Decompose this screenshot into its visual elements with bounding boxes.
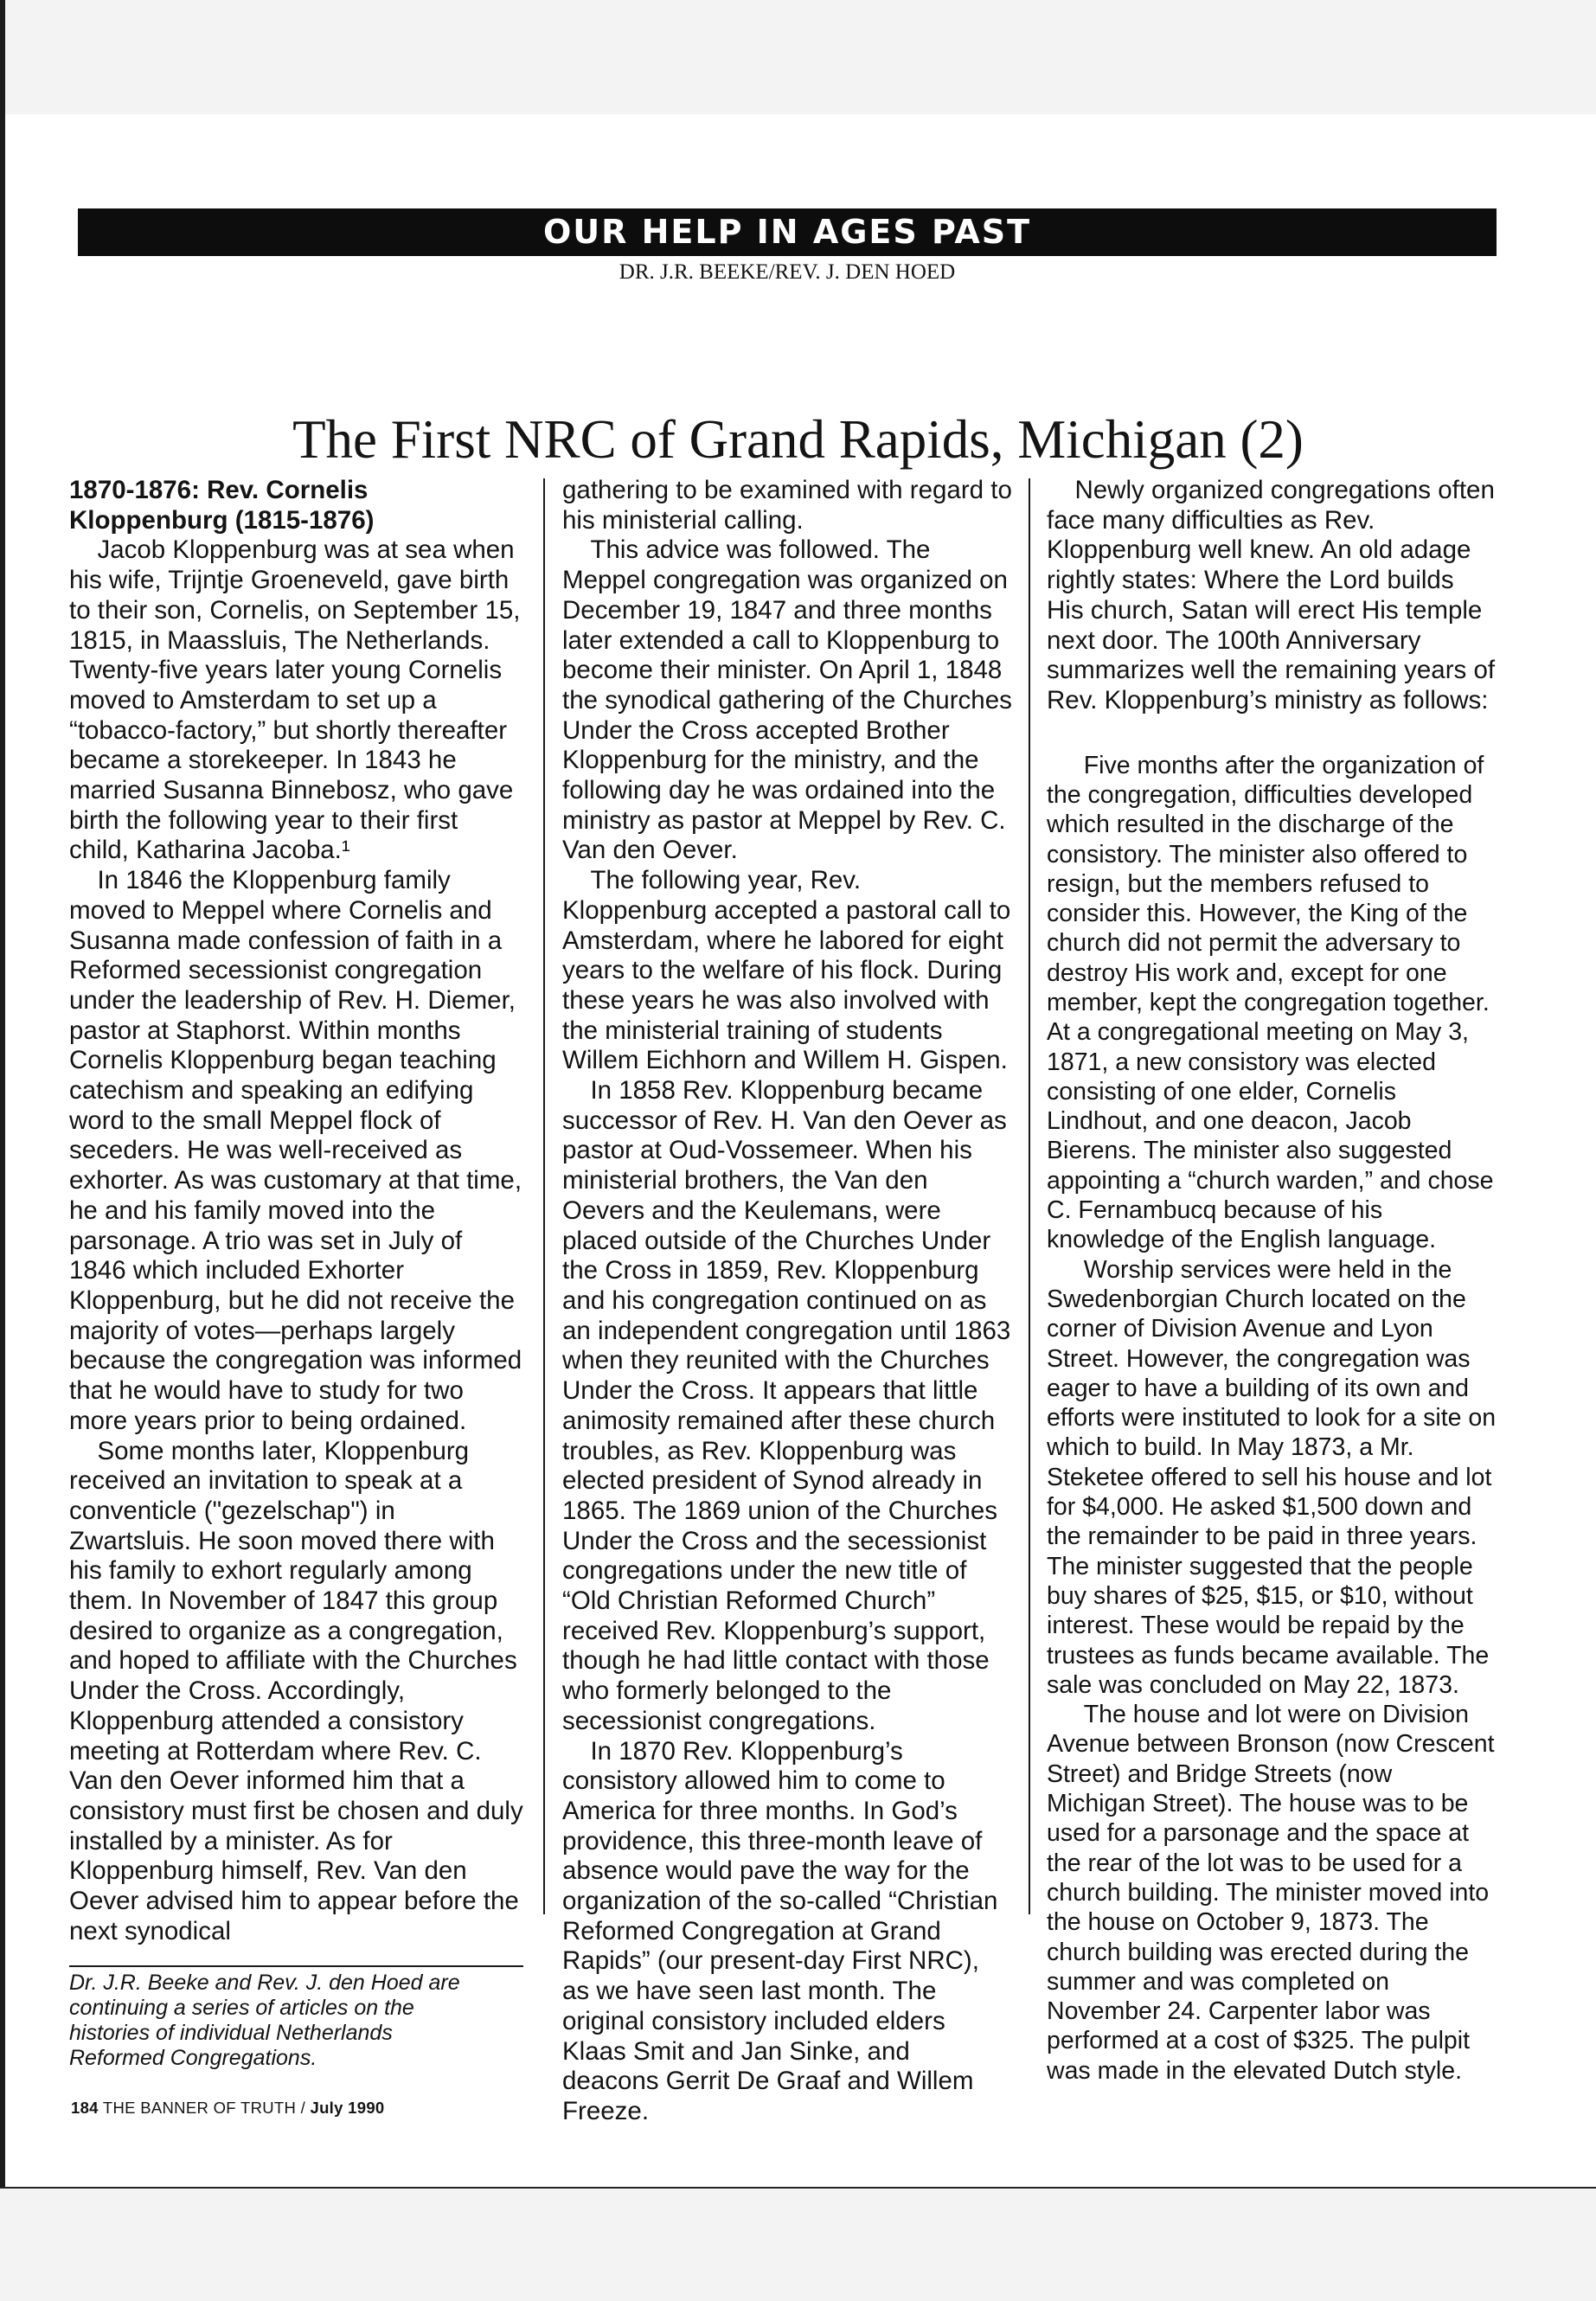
paragraph: Some months later, Kloppenburg received an invitation to speak at a conventicle ("gezelschap") in Zwartsluis. He soon moved there with his family to exhort regularly among them. In November of 1847 this group desired to organize as a congregation, and hoped to affiliate with the Churches Under the Cross. Accordingly, Kloppenburg attended a consistory meeting at Rotterdam where Rev. C. Van den Oever informed him that a consistory must first be chosen and duly installed by a minister. As for Kloppenburg himself, Rev. Van den Oever advised him to appear before the next synodical — [69, 1436, 523, 1945]
column-divider — [543, 478, 545, 1914]
page-footer — [71, 2098, 385, 2118]
paragraph: The following year, Rev. Kloppenburg accepted a pastoral call to Amsterdam, where he labored for eight years to the welfare of his flock. During these years he was also involved with the ministerial training of students Willem Eichhorn and Willem H. Gispen. — [562, 866, 1011, 1075]
author-bio: Dr. J.R. Beeke and Rev. J. den Hoed are continuing a series of articles on the histories of individual Netherlands Reformed Congregations. — [69, 1971, 460, 2070]
block-quote — [1047, 751, 1497, 2086]
column-2 — [562, 476, 1012, 2127]
paragraph: Newly organized congregations often face many difficulties as Rev. Kloppenburg well knew. An old adage rightly states: Where the Lord builds His church, Satan will erect His temple next door. The 100th Anniversary summarizes well the remaining years of Rev. Kloppenburg’s ministry as follows: — [1047, 476, 1496, 715]
section-banner: OUR HELP IN AGES PAST — [78, 208, 1497, 256]
paragraph: gathering to be examined with regard to his ministerial calling. — [562, 476, 1012, 535]
paragraph: In 1870 Rev. Kloppenburg’s consistory allowed him to come to America for three months. In God’s providence, this three-month leave of absence would pave the way for the organization of the so-called “Christian Reformed Congregation at Grand Rapids” (our present-day First NRC), as we have seen last month. The original consistory included elders Klaas Smit and Jan Sinke, and deacons Gerrit De Graaf and Willem Freeze. — [562, 1736, 998, 2125]
issue-date: July 1990 — [310, 2099, 385, 2117]
column-3 — [1047, 476, 1497, 2086]
quote-paragraph: Worship services were held in the Swedenborgian Church located on the corner of Division Avenue and Lyon Street. However, the congregation was eager to have a building of its own and efforts were instituted to look for a site on which to build. In May 1873, a Mr. Steketee offered to sell his house and lot for $4,000. He asked $1,500 down and the remainder to be paid in three years. The minister suggested that the people buy shares of $25, $15, or $10, without interest. These would be repaid by the trustees as funds became available. The sale was concluded on May 22, 1873. — [1047, 1255, 1497, 1699]
page-bottom-margin — [0, 2187, 1596, 2301]
paragraph: In 1846 the Kloppenburg family moved to Meppel where Cornelis and Susanna made confession of faith in a Reformed secessionist congregation under the leadership of Rev. H. Diemer, pastor at Staphorst. Within months Cornelis Kloppenburg began teaching catechism and speaking an edifying word to the small Meppel flock of seceders. He was well-received as exhorter. As was customary at that time, he and his family moved into the parsonage. A trio was set in July of 1846 which included Exhorter Kloppenburg, but he did not receive the majority of votes—perhaps largely because the congregation was informed that he would have to study for two more years prior to being ordained. — [69, 866, 522, 1435]
quote-paragraph: The house and lot were on Division Avenue between Bronson (now Crescent Street) and Bridge Streets (now Michigan Street). The house was to be used for a parsonage and the space at the rear of the lot was to be used for a church building. The minister moved into the house on October 9, 1873. The church building was erected during the summer and was completed on November 24. Carpenter labor was performed at a cost of $325. The pulpit was made in the elevated Dutch style. — [1047, 1701, 1495, 2085]
section-subhead: 1870-1876: Rev. Cornelis Kloppenburg (1815-1876) — [69, 476, 375, 535]
page-number: 184 — [71, 2099, 99, 2117]
page-bottom-edge — [0, 2187, 1596, 2189]
page-top-margin — [0, 0, 1596, 114]
quote-paragraph: Five months after the organization of the congregation, difficulties developed which resulted in the discharge of the consistory. The minister also offered to resign, but the members refused to consider this. However, the King of the church did not permit the adversary to destroy His work and, except for one member, kept the congregation together. At a congregational meeting on May 3, 1871, a new consistory was elected consisting of one elder, Cornelis Lindhout, and one deacon, Jacob Bierens. The minister also suggested appointing a “church warden,” and chose C. Fernambucq because of his knowledge of the English language. — [1047, 751, 1494, 1254]
scan-left-edge — [0, 0, 5, 2301]
article-title: The First NRC of Grand Rapids, Michigan (2) — [292, 409, 1304, 470]
paragraph: In 1858 Rev. Kloppenburg became successor of Rev. H. Van den Oever as pastor at Oud-Vossemeer. When his ministerial brothers, the Van den Oevers and the Keulemans, were placed outside of the Churches Under the Cross in 1859, Rev. Kloppenburg and his congregation continued on as an independent congregation until 1863 when they reunited with the Churches Under the Cross. It appears that little animosity remained after these church troubles, as Rev. Kloppenburg was elected president of Synod already in 1865. The 1869 union of the Churches Under the Cross and the secessionist congregations under the new title of “Old Christian Reformed Church” received Rev. Kloppenburg’s support, though he had little contact with those who formerly belonged to the secessionist congregations. — [562, 1076, 1011, 1735]
paragraph: Jacob Kloppenburg was at sea when his wife, Trijntje Groeneveld, gave birth to their son, Cornelis, on September 15, 1815, in Maassluis, The Netherlands. Twenty-five years later young Cornelis moved to Amsterdam to set up a “tobacco-factory,” but shortly thereafter became a storekeeper. In 1843 he married Susanna Binnebosz, who gave birth the following year to their first child, Katharina Jacoba.¹ — [69, 535, 521, 865]
author-line: DR. J.R. BEEKE/REV. J. DEN HOED — [619, 260, 956, 284]
publication-name: THE BANNER OF TRUTH / — [102, 2099, 306, 2117]
bio-divider — [69, 1965, 523, 1967]
column-1 — [69, 476, 523, 1946]
column-divider — [1029, 478, 1030, 1914]
paragraph: This advice was followed. The Meppel congregation was organized on December 19, 1847 and three months later extended a call to Kloppenburg to become their minister. On April 1, 1848 the synodical gathering of the Churches Under the Cross accepted Brother Kloppenburg for the ministry, and the following day he was ordained into the ministry as pastor at Meppel by Rev. C. Van den Oever. — [562, 535, 1012, 865]
